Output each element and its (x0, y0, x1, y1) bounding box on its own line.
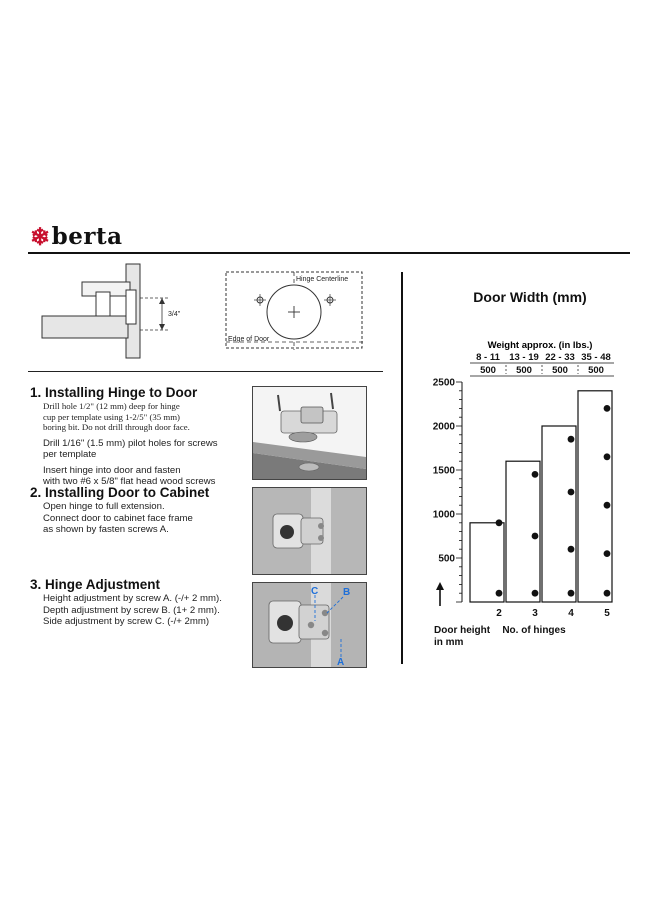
photo-hinge-in-door (252, 386, 367, 480)
hinge-dot (568, 590, 575, 597)
y-tick-label: 500 (438, 553, 455, 565)
section-hinge-adjustment (30, 577, 250, 628)
hinge-chart (420, 320, 640, 660)
hinge-dot (604, 502, 611, 509)
hinge-count-label: 5 (604, 608, 610, 619)
column-divider (401, 272, 403, 664)
brand-mark-icon: ❄ (30, 222, 51, 251)
weight-range-label: 13 - 19 (509, 352, 539, 363)
dimension-label: 3/4" (168, 311, 181, 318)
hinge-dot (532, 471, 539, 478)
y-tick-label: 2500 (432, 377, 455, 389)
door-size-bar (578, 391, 612, 602)
x-axis-label: No. of hinges (502, 625, 566, 636)
hinge-dot (496, 519, 503, 526)
brand-logo (30, 222, 122, 251)
instruction-line: cup per template using 1-2/5" (35 mm) (43, 411, 180, 422)
door-width-label: 500 (552, 365, 568, 376)
y-tick-label: 1000 (432, 509, 455, 521)
header-divider (28, 252, 630, 254)
y-tick-label: 2000 (432, 421, 455, 433)
hinge-dot (604, 550, 611, 557)
section-installing-door (30, 485, 250, 536)
edge-of-door-label: Edge of Door (228, 336, 270, 343)
instruction-line: boring bit. Do not drill through door face. (43, 422, 190, 432)
door-width-label: 500 (588, 365, 604, 376)
section-title: 1. Installing Hinge to Door (30, 385, 198, 400)
hinge-dot (604, 453, 611, 460)
hinge-dot (568, 436, 575, 443)
section-divider (28, 371, 383, 372)
weight-range-label: 8 - 11 (476, 352, 500, 363)
instruction-line: Connect door to cabinet face frame (43, 512, 193, 524)
hinge-dot (532, 590, 539, 597)
instruction-line: with two #6 x 5/8" flat head wood screws (43, 476, 216, 487)
up-arrow-head-icon (436, 582, 444, 590)
hinge-dot (604, 590, 611, 597)
instruction-line: Insert hinge into door and fasten (43, 464, 181, 476)
instruction-line: Drill 1/16" (1.5 mm) pilot holes for screws (43, 437, 218, 449)
weight-header: Weight approx. (in lbs.) (487, 340, 593, 351)
y-tick-label: 1500 (432, 465, 455, 477)
door-width-label: 500 (516, 365, 532, 376)
instruction-line: Open hinge to full extension. (43, 501, 165, 512)
hinge-dot (532, 533, 539, 540)
section-title: 2. Installing Door to Cabinet (30, 485, 210, 500)
chart-title: Door Width (mm) (473, 289, 587, 305)
hinge-count-label: 3 (532, 608, 538, 619)
section-title: 3. Hinge Adjustment (30, 577, 161, 592)
door-width-label: 500 (480, 365, 496, 376)
instruction-line: Height adjustment by screw A. (-/+ 2 mm). (43, 593, 222, 604)
instruction-line: Drill hole 1/2" (12 mm) deep for hinge (43, 401, 180, 411)
instruction-line: Depth adjustment by screw B. (1+ 2 mm). (43, 604, 220, 616)
instruction-line: per template (43, 449, 97, 460)
hinge-count-label: 4 (568, 608, 574, 619)
y-axis-label: in mm (434, 637, 464, 648)
hinge-dot (496, 590, 503, 597)
hinge-dot (568, 546, 575, 553)
hinge-count-label: 2 (496, 608, 502, 619)
brand-name: berta (51, 223, 123, 250)
weight-range-label: 22 - 33 (545, 352, 575, 363)
hinge-side-drawing (40, 262, 190, 362)
section-installing-hinge (30, 385, 250, 488)
hinge-centerline-label: Hinge Centerline (296, 276, 349, 283)
drilling-template-drawing (224, 270, 366, 354)
photo-hinge-adjustment (252, 582, 367, 668)
screw-c-label: C (311, 586, 319, 597)
y-axis-label: Door height (434, 625, 491, 636)
instruction-line: as shown by fasten screws A. (43, 524, 169, 535)
photo-door-to-cabinet (252, 487, 367, 575)
door-size-bar (506, 461, 540, 602)
hinge-dot (568, 489, 575, 496)
instruction-line: Side adjustment by screw C. (-/+ 2mm) (43, 616, 210, 627)
door-size-bar (542, 426, 576, 602)
weight-range-label: 35 - 48 (581, 352, 611, 363)
screw-b-label: B (343, 587, 351, 598)
screw-a-label: A (337, 657, 345, 667)
hinge-dot (604, 405, 611, 412)
